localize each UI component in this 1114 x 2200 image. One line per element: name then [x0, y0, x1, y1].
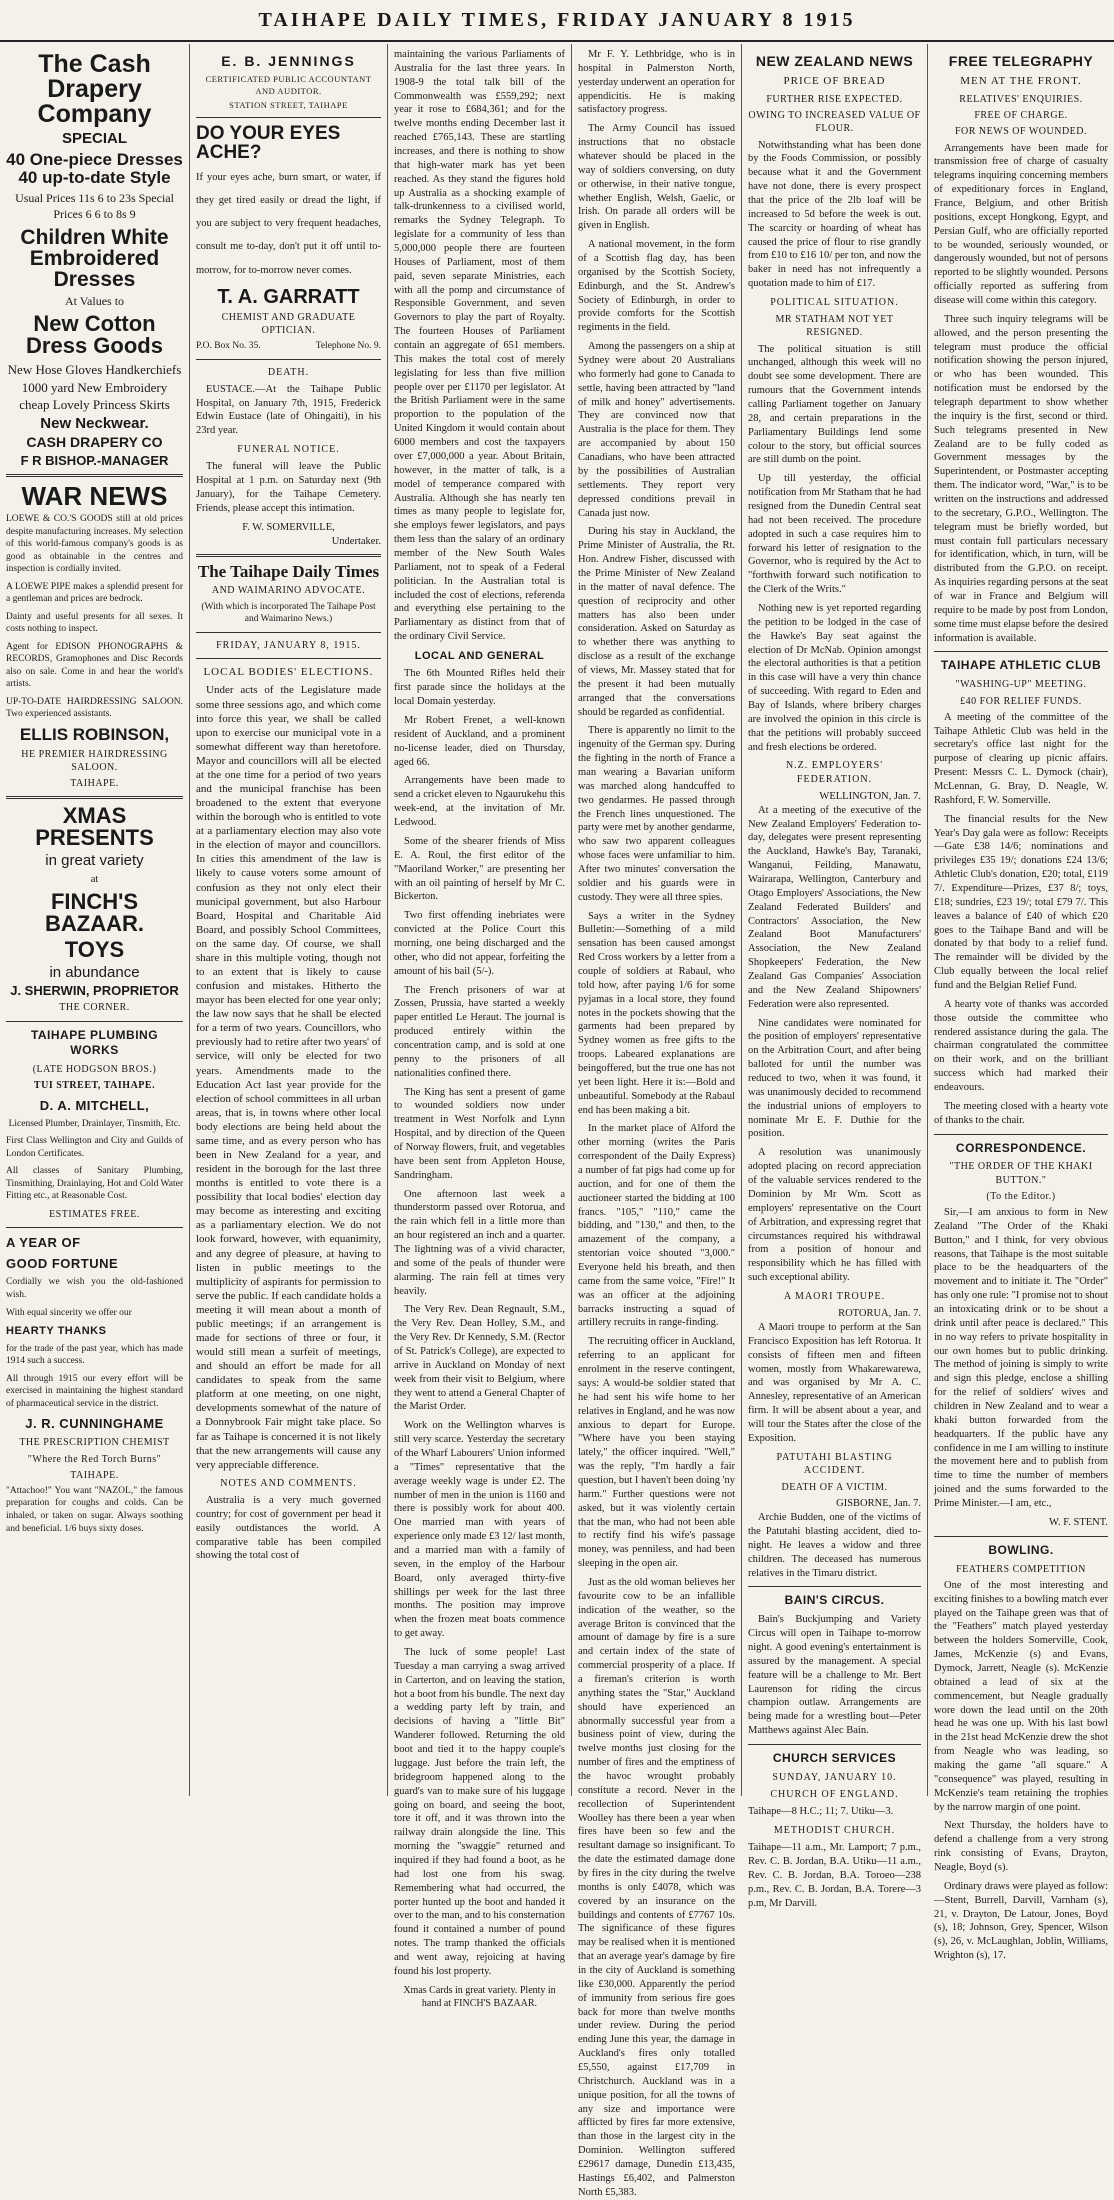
- column-6: [928, 44, 1114, 1962]
- good-fortune: GOOD FORTUNE: [6, 1256, 119, 1272]
- fortune-p3: for the trade of the past year, which has made 1914 such a success.: [6, 1343, 183, 1367]
- mitchell-p3: All classes of Sanitary Plumbing, Tinsmithing, Drainlaying, Hot and Cold Water Fitting etc., at Reasonable Cost.: [6, 1166, 183, 1202]
- undertaker: Undertaker.: [331, 535, 381, 547]
- c4-p8: In the market place of Alford the other morning (writes the Paris correspondent of the Daily Express) a number of fat pigs had come up for auction, and for one of them the auctioneer started the bidding at 100 francs. "105," "110," came the bidding, and "130," and then, to the amazement of the company, a stentorian voice shouted "3,000." Everyone held his breath, and then came from the same voice, "Fire!" It was an officer at the adjoining barracks instructing a squad of artillery recruits in range-finding.: [578, 1123, 735, 1329]
- c3-p6: Two first offending inebriates were convicted at the Police Court this morning, one being discharged and the other, who did not appear, forfeiting the amount of his bail (5/-).: [394, 910, 565, 977]
- column-1: [0, 44, 190, 1796]
- c5-p5: At a meeting of the executive of the New Zealand Employers' Federation to-day, delegates were present representing the Auckland, Hawke's Bay, Taranaki, Wanganui, Feilding, Manawatu, Wairarapa, Wellington, Canterbury and Otago Employers' Associations, the New Zealand Federated Builders' and Contractors' Association, the New Zealand Boot Manufacturers' Association, the New Zealand Shopkeepers' Federation, the New Zealand Gas Companies' Association and the New Zealand Shipowners' Federation were also represented.: [748, 804, 921, 1010]
- fortune-p4: All through 1915 our every effort will be exercised in maintaining the highest standard of pharmaceutical service in the district.: [6, 1373, 183, 1409]
- dresses-ad: 40 One-piece Dresses 40 up-to-date Style: [6, 149, 183, 188]
- xmas-presents: XMAS PRESENTS: [35, 803, 154, 851]
- prescription-chemist: THE PRESCRIPTION CHEMIST: [19, 1437, 170, 1449]
- c6-p3: A meeting of the committee of the Taihape Athletic Club was held in the secretary's office last night for the purpose of clearing up picnic affairs. Present: Messrs C. L. Dymock (chair), McLennan, G. Bray, D. Neagle, W. Rashford, F. W. Somerville.: [934, 711, 1108, 806]
- mitchell-p2: First Class Wellington and City and Guilds of London Certificates.: [6, 1136, 183, 1159]
- finchs-bazaar: FINCH'S BAZAAR.: [45, 888, 144, 936]
- editor-sub: (To the Editor.): [986, 1190, 1056, 1202]
- estimates-free: ESTIMATES FREE.: [49, 1208, 140, 1220]
- eyes-text: If your eyes ache, burn smart, or water, if they get tired easily or dread the light, if you are subject to very frequent headaches, consult me to-day, don't put it off until to-morrow, for to-morrow never comes.: [196, 172, 381, 276]
- c5-p8: A Maori troupe to perform at the San Francisco Exposition has left Rotorua. It consists of fifteen men and fifteen women, mostly from Whakarewarewa, and was organised by Mr A. C. Annesley, representative of an American firm. It will be absent about a year, and will tour the States after the close of the Exposition.: [748, 1321, 921, 1444]
- c6-p9: Next Thursday, the holders have to defend a challenge from a very strong rink consisting of Evans, Drayton, Neagle, Boyd (s).: [934, 1820, 1108, 1873]
- garratt: T. A. GARRATT: [217, 285, 360, 308]
- jennings: E. B. JENNINGS: [221, 53, 356, 69]
- mitchell-p1: Licensed Plumber, Drainlayer, Tinsmith, Etc.: [8, 1118, 181, 1129]
- c3-p12: The luck of some people! Last Tuesday a man carrying a swag arrived in Carterton, and on leaving the station, hot a boot from his bundle. The next day a wedding party left by train, and decisions of having a "little Bit" Wanderer followed. Returning the old boot and tied it to the happy couple's luggage. Just before the train left, the bridegroom happened along to the guard's van to make sure of his luggage going on board, and seeing the boot, tore it off, and it was thrown into the railway drain alongside the line. This morning the "swaggie" returned and inquired if they had found a boot, as he had lost one from his swag. Remembering what had occurred, the porter hunted up the boot and handed it over to the man, and to his consternation found it contained a number of pound notes. The tramp thanked the officials and went away, rejoicing at having found his lost property.: [394, 1647, 565, 1977]
- c4-p1: Mr F. Y. Lethbridge, who is in hospital in Palmerston North, yesterday underwent an operation for appendicitis. He is making satisfactory progress.: [578, 49, 735, 116]
- c5-p4: Nothing new is yet reported regarding the petition to be lodged in the case of the Hawke's Bay seat against the election of Dr McNab. Opinion amongst the electoral authorities is that a petition in this case will have a very thin chance of succeeding. With regard to Eden and Bay of Islands, where bribery charges are involved the opinion in this circle is that the petitions will probably succeed and fresh elections be ordered.: [748, 603, 921, 753]
- xmas-cards-ad: Xmas Cards in great variety. Plenty in hand at FINCH'S BAZAAR.: [403, 1984, 556, 2009]
- c5-p7: A resolution was unanimously adopted placing on record appreciation of the valuable services rendered to the Dominion by Mr Wm. Scott as employers' representative on the Court of Arbitration, and expressing regret that circumstances required his withdrawal from a position of honour and responsibility which he has filled with such exceptional ability.: [748, 1147, 921, 1284]
- year-of: A YEAR OF: [6, 1235, 81, 1251]
- nz-news-heading: NEW ZEALAND NEWS: [755, 53, 914, 69]
- c5-p9: Archie Budden, one of the victims of the Patutahi blasting accident, died to-night. He leaves a widow and three children. The deceased has numerous relatives in the Timaru district.: [748, 1512, 921, 1579]
- methodist-text: Taihape—11 a.m., Mr. Lamport; 7 p.m., Rev. C. B. Jordan, B.A. Utiku—11 a.m., Rev. C. B. Jordan, B.A. Toroeo—238 p.m., Rev. C. B. Jordan, B.A. Torere—3 p.m, Mr Darvill.: [748, 1842, 921, 1909]
- victim-sub: DEATH OF A VICTIM.: [781, 1482, 888, 1494]
- war-news-p4: Agent for EDISON PHONOGRAPHS & RECORDS, Gramophones and Disc Records also on sale. Come in and hear the world's artists.: [6, 641, 183, 690]
- church-heading: CHURCH SERVICES: [772, 1751, 897, 1765]
- c6-p5: A hearty vote of thanks was accorded those outside the committee who rendered assistance during the gala. The chairman congratulated the committee on their work, and on the brilliant success which had marked their endeavours.: [934, 998, 1108, 1094]
- athletic-heading: TAIHAPE ATHLETIC CLUB: [940, 658, 1102, 673]
- c3-p3: Mr Robert Frenet, a well-known resident of Auckland, and a prominent no-license leader, died on Thursday, aged 66.: [394, 715, 565, 768]
- maori-heading: A MAORI TROUPE.: [783, 1290, 886, 1302]
- issue-date: FRIDAY, JANUARY 8, 1915.: [216, 639, 361, 651]
- notes-text: Australia is a very much governed country; for cost of government per head it easily outdistances the world. A comparative table has been compiled showing the total cost of: [196, 1494, 381, 1562]
- plumbing-street: TUI STREET, TAIHAPE.: [33, 1080, 156, 1092]
- ellis-sub: HE PREMIER HAIRDRESSING SALOON.: [21, 748, 168, 773]
- c4-p3: A national movement, in the form of a Scottish flag day, has been organised by the Scottish Society, Edinburgh, and the St. Andrew's Society of Edinburgh, in order to provide comforts for the Scottish regiments in the field.: [578, 239, 735, 334]
- ellis-robinson: ELLIS ROBINSON,: [19, 724, 170, 744]
- c5-p2: The political situation is still unchanged, although this week will no doubt see some development. There are rumours that the Government intends calling Parliament together on January 28, and certain preparations in the Parliamentary Buildings lend some colour to the story, but official sources are still dumb on the point.: [748, 343, 921, 466]
- mitchell: D. A. MITCHELL,: [39, 1097, 150, 1113]
- elections-heading: LOCAL BODIES' ELECTIONS.: [203, 665, 374, 678]
- c4-p10: Just as the old woman believes her favourite cow to be an infallible indication of the weather, so the average Briton is convinced that the amount of damage by fire is a sure and certain index of the state of commercial prosperity of a place. If a fireman's criterion is worth anything states the "Star," Auckland should have experienced an abnormally successful year from a business point of view, during the twelve months just closing for the number of fires and the emptiness of the havoc wrought probably constitute a record. Never in the recollection of Superintendent Woolley has there been a year when fires have been so few and the resultant damage so insignificant. To the date the estimated damage done by fires in the city during the twelve months is only £4078, which was covered by an insurance on the buildings and contents of £7767 10s. The significance of these figures may be realised when it is mentioned that an average year's damage by fire in the city of Auckland is something like £30,000. Apparently the period of immunity from serious fire goes back for more than twelve months under review. During the period ending June this year, the damage in Auckland's fires only totalled £5,550, against £17,709 in Christchurch. Auckland was in a unique position, for all the towns of any size and importance were afflicted by fires far more extensive, than those in the largest city in the Dominion. Wellington suffered £29617 damage, Dunedin £13,435, Hastings £6,402, and Palmerston North £5,383.: [578, 1576, 735, 2198]
- c5-p1: Notwithstanding what has been done by the Foods Commission, or possibly because what it and the Government have not done, there is every prospect that the price of the 2lb loaf will be increased to 5d before the week is out. The scarcity or hoarding of wheat has caused the price of flour to rise grandly from £10 to £16 10/ per ton, and now the baker in need has not infrequently a quotation made to him of £17.: [748, 139, 921, 290]
- dresses-price: Usual Prices 11s 6 to 23s Special Prices 6 6 to 8s 9: [15, 190, 174, 221]
- garratt-tel: Telephone No. 9.: [315, 340, 381, 351]
- patutahi-heading: PATUTAHI BLASTING ACCIDENT.: [776, 1451, 893, 1476]
- death-notice: EUSTACE.—At the Taihape Public Hospital, on January 7th, 1915, Frederick Edwin Eustace (late of Ohingaiti), in his 23rd year.: [196, 383, 381, 437]
- c3-p10: The Very Rev. Dean Regnault, S.M., the Very Rev. Dean Holley, S.M., and the Very Rev. Dr Kennedy, S.M. (Rector of St. Patrick's College), are expected to arrive in Auckland on Monday of next week from their visit to Belgium, where they went to attend a General Chapter of the Marist Order.: [394, 1304, 565, 1413]
- c6-p1: Arrangements have been made for transmission free of charge of casualty telegrams inquiring concerning members of expeditionary forces in England, France, Belgium, and other British positions, except Hongkong, Egypt, and Persian Gulf, who are officially reported to be wounded, seriously wounded, or dangerously wounded, but not of persons reported to be slightly wounded. Persons officially reported as suffering from disease will come within this category.: [934, 142, 1108, 306]
- c3-p4: Arrangements have been made to send a cricket eleven to Ngaurukehu this week-end, at the invitation of Mr. Ledwood.: [394, 775, 565, 829]
- elections-text: Under acts of the Legislature made some three sessions ago, and which come into force this year, we shall be called upon to exercise our municipal vote in a somewhat different way than heretofore. Mayor and councillors will all be elected at the one time for a period of two years and the municipal franchise has been broadened to the extent that everyone within the borough who is entitled to vote at a parliamentary election may also vote in the election of mayor and councillors. In cities this amendment of the law is likely to cause voters some amount of confusion as they not only elect their municipal government, but also Harbour Board, Hospital and Charitable Aid Board, and possibly School Committees, on the same day. Of course, we shall share in this multiple voting, though not to an extent that is likely to cause confusion and mistakes. Hitherto the mayor has been elected for one year only; the law now says that he shall be elected for a term of two years. Councillors, who previously had to retire after two years' of service, will only be elected for two years. Amendments made to the Education Act last year provide for the election of school committees in all urban areas, that is, in towns where other local body elections are being held about the same time, and as every person who has been in New Zealand for a year, and resident in the borough for the last three months is entitled to vote there is a possibility that local bodies' election day may become as interesting and exciting as a parliamentary election. We do not look forward, however, with equanimity, and any degree of pleasure, at having to listen in public meetings to the multiplicity of aspirants for permission to serve the public. If each candidate holds a meeting it will mean about a month of public meetings; if an arrangement is made for sections of three or four, it would still mean a surfeit of meetings, and should an effort be made for all candidates to speak from the same platform at one meeting, on one night, developments somewhat of the nature of a Donnybrook Fair might take place. So far as Taihape is concerned it is not likely that the new arrangements will cause any very appreciable difference.: [196, 684, 381, 1471]
- fortune-p1: Cordially we wish you the old-fashioned wish.: [6, 1277, 183, 1300]
- employers-heading: N.Z. EMPLOYERS' FEDERATION.: [785, 760, 884, 785]
- coe-heading: CHURCH OF ENGLAND.: [770, 1789, 899, 1801]
- xmas-sub: in great variety: [45, 852, 144, 870]
- cunninghame: J. R. CUNNINGHAME: [25, 1416, 164, 1432]
- garratt-box: P.O. Box No. 35.: [196, 340, 261, 351]
- c6-p7: Sir,—I am anxious to form in New Zealand "The Order of the Khaki Button," and I think, for very obvious reasons, that Taihape is the most suitable place to be the headquarters of the movement and to initiate it. The "Order" has only one rule: "I promise not to shout an intoxicating drink or to be shout a drink until after peace is declared." This in no way refers to private hospitality in our own homes but to public drinking. The method of joining is simply to write and sign this pledge, enclose a shilling for the relief of soldiers' wives and children in New Zealand and to wear a khaki button forwarded from the headquarters. If the public have any confidence in me I am willing to institute the movement here and to publish from time to time the number of members joined and the sums forwarded to the Prime Minister.—I am, etc.,: [934, 1207, 1109, 1510]
- war-news-p5: UP-TO-DATE HAIRDRESSING SALOON. Two experienced assistants.: [6, 696, 183, 720]
- children-dresses: Children White Embroidered Dresses: [20, 225, 169, 291]
- nazol-ad: "Attachoo!" You want "NAZOL," the famous preparation for coughs and colds. Can be inhaled, or taken on sugar. Always soothing and beneficial. 1/6 buys sixty doses.: [6, 1485, 183, 1534]
- sunday-date: SUNDAY, JANUARY 10.: [772, 1771, 897, 1783]
- telegraphy-heading: FREE TELEGRAPHY: [948, 53, 1094, 69]
- drapery-co: CASH DRAPERY CO: [26, 434, 163, 451]
- new-goods: New Hose Gloves Handkerchiefs 1000 yard New Embroidery cheap Lovely Princess Skirts: [7, 362, 182, 412]
- jennings-sub: CERTIFICATED PUBLIC ACCOUNTANT AND AUDITOR.: [205, 74, 372, 96]
- c4-p9: The recruiting officer in Auckland, referring to an applicant for enrolment in the reserve contingent, says: A would-be soldier stated that he had sent his wife home to her relatives in England, and he was now anxious to depart for Europe. "Where have you been staying lately," the officer inquired. "Well," was the reply, "I'm hardly a fair question, but I haven't been doing 'ny harm." Further questions were not asked, but it was violently certain that the man, who had not been able to rectify find his wife's passage money, was penniless, and had been sleeping in the open air.: [578, 1336, 735, 1570]
- war-news-p3: Dainty and useful presents for all sexes. It costs nothing to inspect.: [6, 611, 183, 635]
- children-price: At Values to: [64, 293, 125, 308]
- bread-heading: PRICE OF BREAD: [783, 75, 886, 88]
- death-heading: DEATH.: [267, 366, 310, 378]
- correspondence-heading: CORRESPONDENCE.: [955, 1140, 1087, 1155]
- c6-p6: The meeting closed with a hearty vote of thanks to the chair.: [934, 1100, 1108, 1126]
- front-sub: MEN AT THE FRONT.: [960, 75, 1082, 88]
- cunninghame-town: TAIHAPE.: [70, 1469, 119, 1481]
- c4-p5: During his stay in Auckland, the Prime Minister of Australia, the Rt. Hon. Andrew Fisher, discussed with the Prime Minister of New Zealand in the matter of naval defence. The question of reciprocity and other matters has also been under consideration. Asked on Saturday as to whether there was anything to disclose as a result of the exchange of views, Mr. Massey stated that for the present it had been mutually arranged that the conversations should be regarded as confidential.: [578, 526, 735, 718]
- paper-name: The Taihape Daily Times: [197, 562, 380, 582]
- free-sub: FREE OF CHARGE.: [974, 110, 1068, 122]
- jennings-street: STATION STREET, TAIHAPE: [229, 99, 348, 110]
- gisborne-dateline: GISBORNE, Jan. 7.: [836, 1498, 921, 1510]
- garratt-contact: [196, 340, 381, 353]
- c5-p3: Up till yesterday, the official notification from Mr Statham that he had resigned from the Dunedin Central seat had not been received. The procedure adopted in such a case requires him to forward his letter of resignation to the Governor, who is required by the Act to "forthwith forward such notification to the Clerk of the Writs.": [748, 473, 921, 596]
- xmas-at: at: [90, 873, 99, 885]
- fortune-p2: With equal sincerity we offer our: [6, 1307, 132, 1318]
- c3-p7: The French prisoners of war at Zossen, Prussia, have started a weekly paper entitled Le Heraut. The journal is produced entirely within the concentration camp, and is sold at one penny to the prisoners of all nationalities confined there.: [394, 984, 565, 1079]
- war-news-title: WAR NEWS: [21, 481, 168, 512]
- c6-p4: The financial results for the New Year's Day gala were as follow: Receipts—Gate £38 14/6; nominations and privileges £35 19/; donations £24 13/6; Athletic Club's donation, £20; total, £119 7/. Expenditure—Prizes, £37 8/; toys, £18; sundries, £23 19/; total £79 7/. This leaves a balance of £40 of which £20 goes to the Taihape Band and will be donated by that body to a relief fund. The remainder will be divided by the Club equally between the local relief fund and the Belgian Relief Fund.: [934, 813, 1108, 992]
- funeral-heading: FUNERAL NOTICE.: [237, 444, 340, 456]
- relief-sub: £40 FOR RELIEF FUNDS.: [960, 695, 1082, 707]
- c3-p11: Work on the Wellington wharves is still very scarce. Yesterday the secretary of the Wharf Labourers' Union informed a "Times" representative that the average weekly wage is under £2. The number of men in the union is 1160 and there is possibly work for about 400. One married man with years of experience only made £3 12/ last month, and a married man with a family of seven, in the employ of the Harbour Board, only averaged thirty-five shillings per week for the last three months. The position may improve when the frozen meat boats commence to get away.: [394, 1420, 565, 1640]
- c4-p6: There is apparently no limit to the ingenuity of the German spy. During the fighting in the north of France a man wearing a Bavarian uniform was marched along handcuffed to two gendarmes. He passed through the French lines unquestioned. The party were met by another gendarme, who saw two apparent colleagues whose faces were unfamiliar to him. After two minutes' conversation the soldier and his guards were in custody. They were all three spies.: [578, 725, 735, 903]
- wellington-dateline: WELLINGTON, Jan. 7.: [819, 790, 921, 802]
- c6-p8: One of the most interesting and exciting finishes to a bowling match ever played on the Taihape green was that of the "Feathers" match played yesterday between the holders Somerville, Cook, James, McKenzie (s) and Evans, Dymock, Jarrett, Neagle (s). McKenzie obtained a lead of six at the commencement, but Neagle gradually wore down the lead until on the 20th head he was one up. With his last bowl in the 21st head McKenzie drew the shot from Neagle who was leading, so making the game "all square." A "consequence" was played, resulting in McKenzie's team retaining the trophies by the narrow margin of one point.: [934, 1579, 1108, 1813]
- plumbing-sub: (LATE HODGSON BROS.): [32, 1064, 157, 1076]
- neckwear: New Neckwear.: [40, 414, 149, 432]
- political-heading: POLITICAL SITUATION.: [770, 297, 899, 308]
- bread-sub: FURTHER RISE EXPECTED.: [766, 93, 903, 105]
- somerville: F. W. SOMERVILLE,: [242, 521, 335, 533]
- column-5: [742, 44, 928, 1909]
- column-2: [190, 44, 388, 1796]
- c4-p2: The Army Council has issued instructions that no obstacle whatever should be placed in the way of soldiers conversing, on duty or otherwise, in their native tongue, whether English, Welsh, Gaelic, or Irish. On parade all orders will be given in English.: [578, 123, 735, 232]
- c3-p1: maintaining the various Parliaments of Australia for the last three years. In 1908-9 the total talk bill of the Commonwealth was £559,292; next year it rose to £684,361; and for the twelve months ending December last it reached £765,143. These are startling increases, and there is nothing to show that high-water mark has yet been reached. As they stand the figures hold up Australia as a shocking example of talk-drunkenness to a civilised world, remarks the Sydney Telegraph. To legislate for a community of less than 5,000,000 people there are fourteen Houses of Parliament, most of them paid, seven separate Ministries, each with all the pomp and circumstance of Responsible Government, and seven Governors to play the part of Royalty. The fourteen Houses of Parliament contain an aggregate of 651 members. This makes the total cost of merely legislating for less than five million people over per £1170 per legislator. At the British Parliament were in the same proportion to the population of the United Kingdom it would contain about 6000 members and cost the taxpayers over £7,000,000 a year. About Britain, however, in the matter of talk, is a model of temperance compared with Australia. Although she has nearly ten times as many people to legislate for, she employs fewer legislators, and pays them less than the salary of an ordinary member of the New South Wales Parliament, not to speak of a Federal politician. In the Australian total is included the cost of elections, referenda and everything else pertaining to the Parliamentary as distinct from that of the ordinary Civil Service.: [394, 49, 565, 643]
- sherwin: J. SHERWIN, PROPRIETOR: [10, 983, 179, 999]
- enquiries-sub: RELATIVES' ENQUIRIES.: [959, 93, 1083, 105]
- masthead: TAIHAPE DAILY TIMES, FRIDAY JANUARY 8 1915: [0, 0, 1114, 42]
- c6-p2: Three such inquiry telegrams will be allowed, and the person presenting the telegram must produce the official notification showing the person injured, or who has been wounded. This notification must be endorsed by the telegraph department to show whether the inquiry is the first, second or third. Such telegrams presented in New Zealand are to be fully coded as Government messages by the Superintendent, or Postmaster accepting them. The indicator word, "War," is to be written on the instructions and addressed to the secretary, G.P.O., Wellington. The telegram must be briefly worded, but must contain full particulars necessary for identification, which, in turn, will be distributed from the G.P.O. on receipt. As inquiries regarding persons at the seat of war in France and Belgium will require to be made by post from London, some time must elapse before the desired information is available.: [934, 313, 1108, 644]
- rotorua-dateline: ROTORUA, Jan. 7.: [838, 1308, 921, 1320]
- c3-p5: Some of the shearer friends of Miss E. A. Roul, the first editor of the "Maoriland Worker," are presenting her with an oil painting of herself by Mr C. Bickerton.: [394, 835, 565, 903]
- c5-p10: Bain's Buckjumping and Variety Circus will open in Taihape to-morrow night. A good evening's entertainment is assured by the management. A special feature will be a challenge to Mr. Bert Laurenson for riding the circus champion outlaw. Arrangements are being made for a wrestling bout—Peter Matthews against Alec Bain.: [748, 1614, 921, 1737]
- bishop-manager: F R BISHOP.-MANAGER: [20, 452, 169, 468]
- bread-sub2: OWING TO INCREASED VALUE OF FLOUR.: [748, 110, 921, 135]
- c3-p8: The King has sent a present of game to wounded soldiers now under treatment in West Norfolk and Lynn Hospital, and by direction of the Queen of Norway flowers, fruit, and vegetables have been sent from Appleton House, Sandringham.: [394, 1086, 565, 1181]
- washing-sub: "WASHING-UP" MEETING.: [955, 679, 1087, 691]
- statham-sub: MR STATHAM NOT YET RESIGNED.: [775, 314, 894, 339]
- c5-p6: Nine candidates were nominated for the position of employers' representative on the Arbitration Court, and after being balloted for until the number was reduced to two, when it was found, it was unanimously decided to recommend the industrial unions of employers to nominate Mr E. F. Duthie for the position.: [748, 1017, 921, 1140]
- bowling-heading: BOWLING.: [988, 1542, 1054, 1557]
- new-cotton: New Cotton Dress Goods: [26, 311, 163, 359]
- cash-drapery-title: The Cash Drapery Company: [37, 50, 152, 128]
- special-label: SPECIAL: [61, 130, 127, 147]
- toys-sub: in abundance: [49, 963, 140, 981]
- hearty-thanks: HEARTY THANKS: [6, 1325, 107, 1338]
- c3-p9: One afternoon last week a thunderstorm passed over Rotorua, and the rain which fell in a little more than an hour registered an inch and a quarter. The lightning was of a vivid character, and some of the peals of thunder were alarming. The rain fell at times very heavily.: [394, 1188, 565, 1297]
- c4-p4: Among the passengers on a ship at Sydney were about 20 Australians who formerly had gone to Canada to settle, having been attracted by "land of milk and honey" advertisements. They are convinced now that Australia is the place for them. They are accompanied by about 150 Canadians, who have been attracted by the possibilities of Australian settlements. They report very depressed conditions prevail in Canada just now.: [578, 341, 735, 519]
- sherwin-sub: THE CORNER.: [59, 1002, 130, 1014]
- local-general-heading: LOCAL AND GENERAL: [414, 649, 545, 662]
- bains-heading: BAIN'S CIRCUS.: [784, 1593, 885, 1608]
- toys: TOYS: [64, 936, 125, 962]
- column-4: [572, 44, 742, 2198]
- methodist-heading: METHODIST CHURCH.: [773, 1825, 896, 1837]
- c4-p7: Says a writer in the Sydney Bulletin:—Something of a mild sensation has been caused amongst Red Cross workers by a letter from a couple of soldiers at Rabaul, who told how, after paying 1/6 for some pyjamas in a local store, they found notes in the pockets showing that the garments had been prepared by Sydney women as free gifts to the troops. Labeared explanations are beingoffered, but the true one has not yet been light. Here it is:—Bold and unbeautiful. Somebody at the Rabaul end has been making a bit.: [578, 910, 735, 1116]
- paper-sub: AND WAIMARINO ADVOCATE.: [211, 585, 366, 597]
- c6-p10: Ordinary draws were played as follow:—Stent, Burrell, Darvill, Varnham (s), 21, v. Drayton, De Latour, Jones, Boyd (s), 18; Johnson, Grey, Spencer, Wilson (s), 26, v. McLaughlan, Joblin, Williams, Wrighton (s), 17.: [934, 1880, 1108, 1962]
- column-3: [388, 44, 572, 2009]
- stent-signature: W. F. STENT.: [1049, 1516, 1108, 1528]
- plumbing-works: TAIHAPE PLUMBING WORKS: [30, 1027, 159, 1058]
- garratt-sub: CHEMIST AND GRADUATE OPTICIAN.: [221, 311, 356, 336]
- funeral-notice: The funeral will leave the Public Hospital at 1 p.m. on Saturday next (9th January), for the Taihape Cemetery. Friends, please accept this intimation.: [196, 461, 381, 514]
- khaki-sub: "THE ORDER OF THE KHAKI BUTTON.": [949, 1161, 1093, 1186]
- coe-text: Taihape—8 H.C.; 11; 7. Utiku—3.: [748, 1806, 894, 1818]
- paper-note: (With which is incorporated The Taihape Post and Waimarino News.): [201, 601, 376, 625]
- red-torch: "Where the Red Torch Burns": [27, 1453, 162, 1465]
- notes-heading: NOTES AND COMMENTS.: [220, 1477, 357, 1489]
- ellis-town: TAIHAPE.: [70, 778, 119, 790]
- war-news-p2: A LOEWE PIPE makes a splendid present for a gentleman and prices are bedrock.: [6, 581, 183, 605]
- feathers-sub: FEATHERS COMPETITION: [956, 1563, 1086, 1575]
- eyes-ache-title: DO YOUR EYES ACHE?: [196, 123, 341, 164]
- war-news-p1: LOEWE & CO.'S GOODS still at old prices despite manufacturing increases. My selection of this world-famous company's goods is as good as obtainable in the centres and inspection is cordially invited.: [6, 514, 183, 575]
- wounded-sub: FOR NEWS OF WOUNDED.: [954, 126, 1088, 138]
- c3-p2: The 6th Mounted Rifles held their first parade since the holidays at the local Domain yesterday.: [394, 668, 565, 708]
